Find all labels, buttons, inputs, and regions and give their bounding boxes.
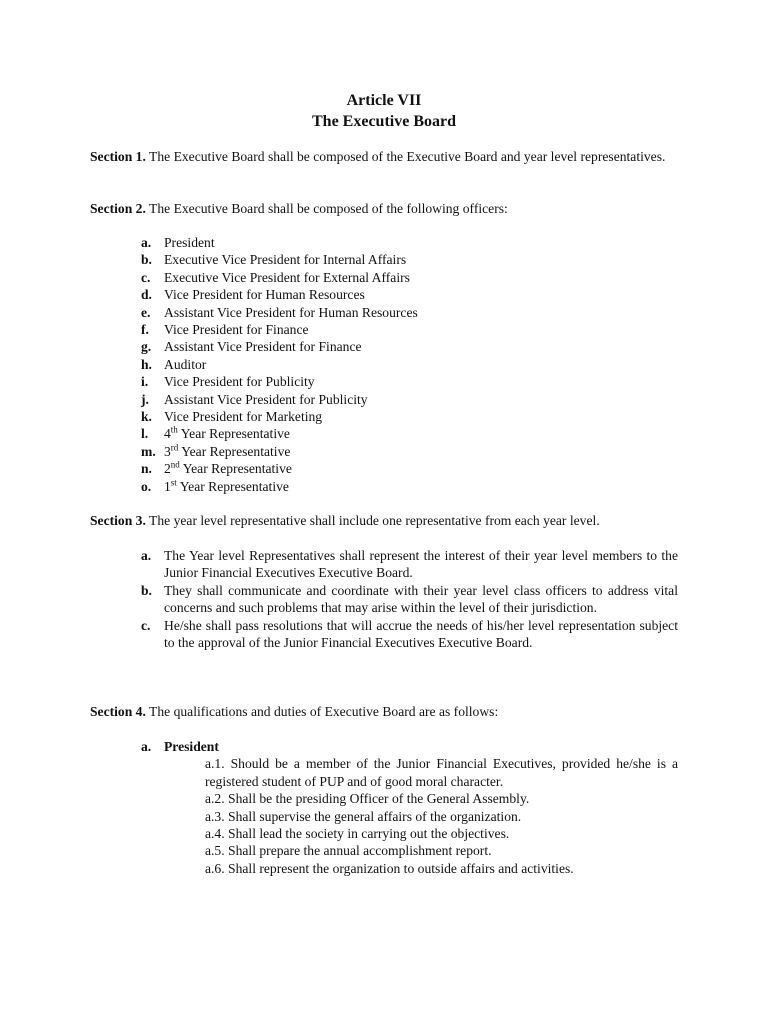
item-label: g. [141, 339, 152, 355]
article-number: Article VII [346, 92, 422, 109]
item-text [164, 443, 678, 460]
item-label: c. [141, 269, 151, 285]
ordinal-suffix: th [170, 424, 178, 435]
duty-item: a.2. Shall be the presiding Officer of the General Assembly. [205, 791, 530, 807]
section-2-text: The Executive Board shall be composed of the following officers: [145, 201, 508, 216]
list-item [141, 460, 678, 477]
year-number: 1 [164, 478, 171, 494]
item-label: b. [141, 582, 152, 598]
item-text: Vice President for Publicity [164, 374, 315, 390]
item-text: Vice President for Marketing [164, 409, 323, 425]
item-label: c. [141, 617, 151, 633]
duty-item: a.3. Shall supervise the general affairs of the organization. [205, 808, 522, 824]
list-item [141, 582, 678, 617]
section-3-text: The year level representative shall include one representative from each year level. [145, 513, 600, 528]
section-1 [90, 148, 678, 165]
ordinal-suffix: st [170, 477, 177, 488]
section-4 [90, 703, 678, 720]
section-2-label: Section 2. [90, 201, 146, 216]
year-number: 4 [164, 426, 171, 442]
list-item [141, 478, 678, 495]
list-item [141, 738, 678, 877]
item-label: h. [141, 356, 152, 372]
item-label: a. [141, 235, 152, 250]
item-text-rest: Year Representative [179, 461, 292, 477]
item-text: Executive Vice President for External Affairs [164, 269, 410, 285]
item-text: President [164, 235, 215, 250]
section-4-text: The qualifications and duties of Executive Board are as follows: [145, 704, 499, 719]
section-2 [90, 200, 678, 217]
representative-duties-list [141, 547, 678, 651]
item-label: a. [141, 739, 152, 754]
officer-list [141, 234, 678, 495]
president-heading: President [164, 739, 219, 754]
item-text [164, 478, 678, 495]
year-number: 2 [164, 461, 171, 477]
section-1-label: Section 1. [90, 149, 146, 164]
ordinal-suffix: nd [170, 459, 180, 470]
article-title: The Executive Board [312, 113, 456, 130]
item-label: o. [141, 478, 152, 494]
item-text: They shall communicate and coordinate with their year level class officers to address vital concerns and such problems that may arise within the level of their jurisdiction. [164, 582, 678, 616]
section-3 [90, 512, 678, 529]
item-text-rest: Year Representative [177, 426, 290, 442]
list-item [141, 391, 678, 408]
list-item [141, 373, 678, 390]
duty-item: a.6. Shall represent the organization to outside affairs and activities. [205, 860, 574, 876]
item-label: k. [141, 409, 152, 425]
president-duties [164, 755, 678, 877]
list-item [141, 338, 678, 355]
item-label: j. [141, 391, 149, 407]
item-text: Assistant Vice President for Finance [164, 339, 362, 355]
item-text: Vice President for Finance [164, 322, 309, 338]
list-item [141, 547, 678, 582]
duty-item: a.4. Shall lead the society in carrying out the objectives. [205, 826, 510, 842]
duty-item: a.1. Should be a member of the Junior Financial Executives, provided he/she is a registered student of PUP and of good moral character. [205, 756, 678, 789]
list-item [141, 408, 678, 425]
item-label: n. [141, 461, 152, 477]
list-item [141, 443, 678, 460]
item-text: Vice President for Human Resources [164, 287, 365, 303]
item-label: f. [141, 322, 149, 338]
item-label: b. [141, 252, 152, 268]
item-label: e. [141, 304, 151, 320]
list-item [141, 234, 678, 251]
item-label: a. [141, 548, 152, 563]
duty-item: a.5. Shall prepare the annual accomplishment report. [205, 843, 492, 859]
item-label: m. [141, 443, 156, 459]
section-1-text: The Executive Board shall be composed of the Executive Board and year level representatives. [145, 149, 666, 164]
item-text: The Year level Representatives shall represent the interest of their year level members to the Junior Financial Executives Executive Board. [164, 548, 678, 581]
section-3-label: Section 3. [90, 513, 146, 528]
list-item [141, 251, 678, 268]
list-item [141, 304, 678, 321]
item-text: He/she shall pass resolutions that will accrue the needs of his/her level representation subject to the approval of the Junior Financial Executives Executive Board. [164, 617, 678, 651]
item-label: i. [141, 374, 149, 390]
item-text-rest: Year Representative [178, 443, 291, 459]
section-4-label: Section 4. [90, 704, 146, 719]
list-item [141, 617, 678, 652]
item-text [164, 460, 678, 477]
qualifications-list [141, 738, 678, 877]
item-text: Executive Vice President for Internal Affairs [164, 252, 407, 268]
item-text-rest: Year Representative [176, 478, 289, 494]
item-label: d. [141, 287, 152, 303]
item-label: l. [141, 426, 149, 442]
item-text [164, 425, 678, 442]
list-item [141, 269, 678, 286]
list-item [141, 321, 678, 338]
year-number: 3 [164, 443, 171, 459]
list-item [141, 286, 678, 303]
list-item [141, 425, 678, 442]
item-text: Assistant Vice President for Human Resources [164, 304, 418, 320]
list-item [141, 356, 678, 373]
item-text: Auditor [164, 356, 207, 372]
item-text: Assistant Vice President for Publicity [164, 391, 368, 407]
ordinal-suffix: rd [170, 442, 179, 453]
